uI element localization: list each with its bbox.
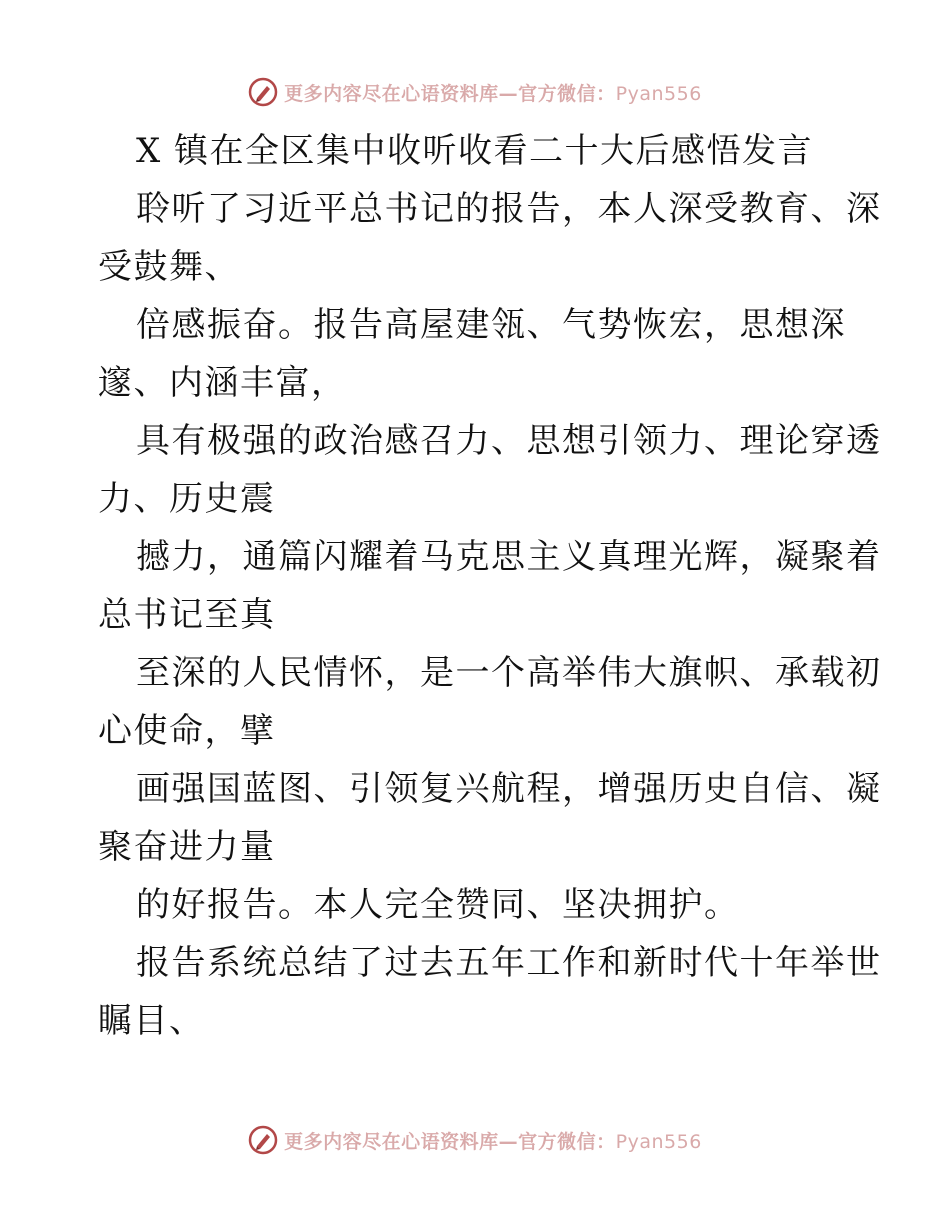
paragraph-line: 心使命，擘 bbox=[98, 711, 276, 751]
paragraph-line: 瞩目、 bbox=[98, 1001, 205, 1041]
pen-logo-icon bbox=[248, 1125, 278, 1155]
paragraph-line: 受鼓舞、 bbox=[98, 247, 240, 287]
document-body bbox=[98, 122, 882, 1050]
document-title: X 镇在全区集中收听收看二十大后感悟发言 bbox=[136, 131, 814, 171]
paragraph-line: 聚奋进力量 bbox=[98, 827, 276, 867]
header-banner bbox=[0, 72, 950, 112]
paragraph-line: 至深的人民情怀，是一个高举伟大旗帜、承载初 bbox=[136, 653, 882, 693]
pen-logo-icon bbox=[248, 77, 278, 107]
paragraph-line: 的好报告。本人完全赞同、坚决拥护。 bbox=[136, 885, 740, 925]
paragraph-line: 撼力，通篇闪耀着马克思主义真理光辉，凝聚着 bbox=[136, 537, 882, 577]
paragraph-line: 报告系统总结了过去五年工作和新时代十年举世 bbox=[136, 943, 882, 983]
paragraph-line: 总书记至真 bbox=[98, 595, 276, 635]
paragraph-line: 力、历史震 bbox=[98, 479, 276, 519]
paragraph-line: 具有极强的政治感召力、思想引领力、理论穿透 bbox=[136, 421, 882, 461]
paragraph-line: 聆听了习近平总书记的报告，本人深受教育、深 bbox=[136, 189, 882, 229]
paragraph-line: 邃、内涵丰富， bbox=[98, 363, 347, 403]
footer-banner-text: 更多内容尽在心语资料库—官方微信：Pyan556 bbox=[284, 1130, 702, 1153]
paragraph-line: 倍感振奋。报告高屋建瓴、气势恢宏，思想深 bbox=[136, 305, 846, 345]
header-banner-text: 更多内容尽在心语资料库—官方微信：Pyan556 bbox=[284, 82, 702, 105]
paragraph-line: 画强国蓝图、引领复兴航程，增强历史自信、凝 bbox=[136, 769, 882, 809]
footer-banner bbox=[0, 1120, 950, 1160]
